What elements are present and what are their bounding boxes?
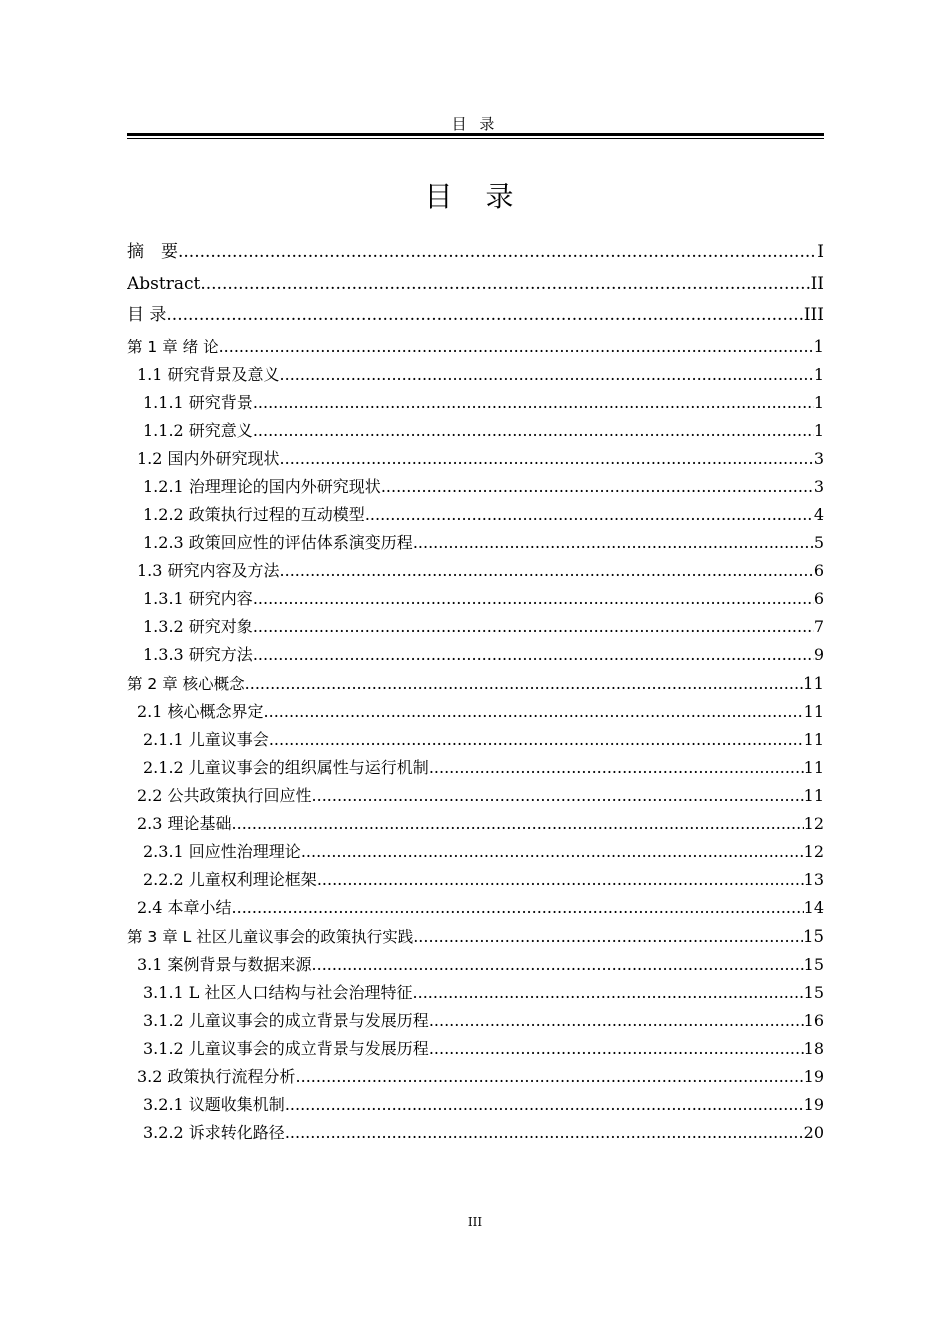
dot-leader bbox=[381, 473, 814, 501]
toc-entry-label: 1.2.1 治理理论的国内外研究现状 bbox=[143, 476, 381, 496]
dot-leader bbox=[253, 613, 814, 641]
toc-entry-page: 5 bbox=[813, 532, 824, 552]
toc-entry-label: 第 3 章 L 社区儿童议事会的政策执行实践 bbox=[127, 927, 414, 946]
dot-leader bbox=[280, 557, 814, 585]
toc-entry-page: I bbox=[817, 242, 824, 262]
toc-entry-page: 11 bbox=[803, 673, 824, 693]
toc-entry-page: II bbox=[810, 273, 824, 294]
dot-leader bbox=[253, 417, 814, 445]
toc-entry-page: 13 bbox=[803, 869, 824, 889]
toc-entry-label: 目 录 bbox=[127, 305, 167, 325]
toc-entry-page: 11 bbox=[803, 757, 824, 777]
toc-entry-section[interactable] bbox=[127, 894, 824, 922]
toc-entry-label: 2.1.2 儿童议事会的组织属性与运行机制 bbox=[143, 757, 429, 777]
toc-entry-label: 1.2 国内外研究现状 bbox=[137, 448, 280, 468]
dot-leader bbox=[296, 1063, 804, 1091]
toc-entry-label: 2.2.2 儿童权利理论框架 bbox=[143, 869, 317, 889]
toc-entry-section[interactable] bbox=[127, 613, 824, 641]
toc-entry-section[interactable] bbox=[127, 473, 824, 501]
dot-leader bbox=[317, 866, 804, 894]
toc-entry-label: 2.2 公共政策执行回应性 bbox=[137, 785, 312, 805]
toc-entry-label: 1.3 研究内容及方法 bbox=[137, 560, 280, 580]
dot-leader bbox=[264, 698, 804, 726]
toc-entry-section[interactable] bbox=[127, 501, 824, 529]
dot-leader bbox=[285, 1119, 804, 1147]
toc-entry-abstract-en[interactable] bbox=[127, 269, 824, 301]
toc-entry-section[interactable] bbox=[127, 529, 824, 557]
toc-entry-page: 12 bbox=[803, 813, 824, 833]
table-of-contents bbox=[127, 237, 824, 1147]
toc-entry-label: 1.1 研究背景及意义 bbox=[137, 364, 280, 384]
toc-entry-section[interactable] bbox=[127, 389, 824, 417]
toc-entry-page: 6 bbox=[813, 560, 824, 580]
toc-entry-page: 15 bbox=[803, 926, 824, 946]
toc-entry-chapter[interactable] bbox=[127, 669, 824, 698]
toc-entry-label: 2.1.1 儿童议事会 bbox=[143, 729, 269, 749]
toc-entry-page: 12 bbox=[803, 841, 824, 861]
toc-entry-label: 2.3.1 回应性治理理论 bbox=[143, 841, 301, 861]
toc-entry-section[interactable] bbox=[127, 838, 824, 866]
toc-entry-page: 6 bbox=[813, 588, 824, 608]
toc-entry-section[interactable] bbox=[127, 557, 824, 585]
dot-leader bbox=[253, 389, 814, 417]
page-title: 目 录 bbox=[424, 180, 526, 213]
toc-entry-page: 19 bbox=[803, 1094, 824, 1114]
toc-entry-section[interactable] bbox=[127, 1119, 824, 1147]
toc-entry-page: 11 bbox=[803, 785, 824, 805]
toc-entry-section[interactable] bbox=[127, 698, 824, 726]
toc-entry-section[interactable] bbox=[127, 445, 824, 473]
toc-entry-label: 2.3 理论基础 bbox=[137, 813, 232, 833]
toc-entry-page: 15 bbox=[803, 954, 824, 974]
dot-leader bbox=[178, 237, 817, 269]
toc-entry-label: 3.1.1 L 社区人口结构与社会治理特征 bbox=[143, 982, 413, 1002]
dot-leader bbox=[219, 332, 814, 361]
page-number: III bbox=[467, 1215, 483, 1229]
toc-entry-label: 3.1.2 儿童议事会的成立背景与发展历程 bbox=[143, 1038, 429, 1058]
toc-entry-page: 15 bbox=[803, 982, 824, 1002]
dot-leader bbox=[429, 1007, 804, 1035]
toc-entry-page: III bbox=[803, 305, 824, 325]
toc-entry-label: 第 1 章 绪 论 bbox=[127, 337, 219, 356]
toc-entry-section[interactable] bbox=[127, 585, 824, 613]
toc-entry-page: 3 bbox=[813, 448, 824, 468]
toc-entry-section[interactable] bbox=[127, 754, 824, 782]
dot-leader bbox=[280, 361, 814, 389]
toc-entry-page: 16 bbox=[803, 1010, 824, 1030]
toc-entry-page: 11 bbox=[803, 729, 824, 749]
dot-leader bbox=[413, 979, 804, 1007]
toc-entry-page: 1 bbox=[813, 392, 824, 412]
toc-entry-page: 18 bbox=[803, 1038, 824, 1058]
toc-entry-page: 11 bbox=[803, 701, 824, 721]
toc-entry-page: 1 bbox=[813, 336, 824, 356]
toc-entry-label: 第 2 章 核心概念 bbox=[127, 674, 245, 693]
toc-entry-page: 9 bbox=[813, 644, 824, 664]
toc-entry-page: 1 bbox=[813, 364, 824, 384]
dot-leader bbox=[285, 1091, 804, 1119]
toc-entry-section[interactable] bbox=[127, 361, 824, 389]
dot-leader bbox=[413, 529, 814, 557]
toc-entry-section[interactable] bbox=[127, 641, 824, 669]
toc-entry-section[interactable] bbox=[127, 417, 824, 445]
toc-entry-page: 19 bbox=[803, 1066, 824, 1086]
toc-entry-page: 20 bbox=[803, 1122, 824, 1142]
toc-entry-page: 7 bbox=[813, 616, 824, 636]
toc-entry-abstract-cn[interactable] bbox=[127, 237, 824, 269]
dot-leader bbox=[166, 300, 803, 332]
dot-leader bbox=[269, 726, 804, 754]
dot-leader bbox=[429, 754, 804, 782]
dot-leader bbox=[232, 810, 804, 838]
toc-entry-label: 1.2.2 政策执行过程的互动模型 bbox=[143, 504, 365, 524]
toc-entry-label: 1.1.2 研究意义 bbox=[143, 420, 253, 440]
toc-entry-section[interactable] bbox=[127, 1007, 824, 1035]
dot-leader bbox=[253, 585, 814, 613]
toc-entry-section[interactable] bbox=[127, 726, 824, 754]
toc-entry-label: 3.2.1 议题收集机制 bbox=[143, 1094, 285, 1114]
toc-entry-label: 3.1.2 儿童议事会的成立背景与发展历程 bbox=[143, 1010, 429, 1030]
toc-entry-section[interactable] bbox=[127, 979, 824, 1007]
toc-entry-chapter[interactable] bbox=[127, 332, 824, 361]
header-rule-thin bbox=[127, 138, 824, 139]
toc-entry-page: 3 bbox=[813, 476, 824, 496]
toc-entry-label: 1.2.3 政策回应性的评估体系演变历程 bbox=[143, 532, 413, 552]
toc-entry-section[interactable] bbox=[127, 951, 824, 979]
toc-entry-label: Abstract bbox=[127, 273, 201, 294]
running-header: 目 录 bbox=[451, 115, 499, 133]
toc-entry-section[interactable] bbox=[127, 1091, 824, 1119]
dot-leader bbox=[232, 894, 804, 922]
toc-entry-label: 1.3.3 研究方法 bbox=[143, 644, 253, 664]
toc-entry-section[interactable] bbox=[127, 1063, 824, 1091]
dot-leader bbox=[413, 922, 803, 951]
toc-entry-label: 3.2.2 诉求转化路径 bbox=[143, 1122, 285, 1142]
toc-entry-label: 1.1.1 研究背景 bbox=[143, 392, 253, 412]
toc-entry-label: 摘 要 bbox=[127, 242, 178, 262]
dot-leader bbox=[280, 445, 814, 473]
toc-entry-label: 2.1 核心概念界定 bbox=[137, 701, 264, 721]
toc-entry-label: 3.1 案例背景与数据来源 bbox=[137, 954, 312, 974]
toc-entry-label: 3.2 政策执行流程分析 bbox=[137, 1066, 296, 1086]
toc-entry-page: 14 bbox=[803, 897, 824, 917]
toc-entry-section[interactable] bbox=[127, 810, 824, 838]
toc-entry-contents[interactable] bbox=[127, 300, 824, 332]
header-rule-thick bbox=[127, 133, 824, 136]
toc-entry-section[interactable] bbox=[127, 1035, 824, 1063]
toc-entry-section[interactable] bbox=[127, 782, 824, 810]
dot-leader bbox=[301, 838, 804, 866]
toc-entry-label: 2.4 本章小结 bbox=[137, 897, 232, 917]
dot-leader bbox=[429, 1035, 804, 1063]
toc-entry-label: 1.3.2 研究对象 bbox=[143, 616, 253, 636]
dot-leader bbox=[312, 951, 804, 979]
toc-entry-page: 4 bbox=[813, 504, 824, 524]
dot-leader bbox=[245, 669, 803, 698]
toc-entry-chapter[interactable] bbox=[127, 922, 824, 951]
dot-leader bbox=[365, 501, 814, 529]
dot-leader bbox=[312, 782, 804, 810]
dot-leader bbox=[253, 641, 814, 669]
toc-entry-label: 1.3.1 研究内容 bbox=[143, 588, 253, 608]
dot-leader bbox=[200, 269, 810, 301]
toc-entry-page: 1 bbox=[813, 420, 824, 440]
toc-entry-section[interactable] bbox=[127, 866, 824, 894]
